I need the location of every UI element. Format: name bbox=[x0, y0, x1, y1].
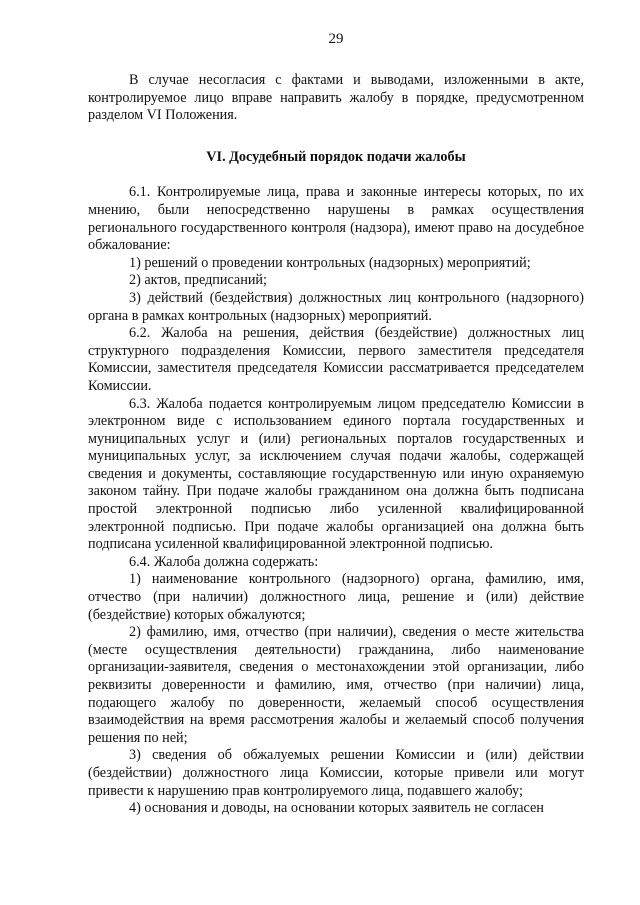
paragraph-6-1: 6.1. Контролируемые лица, права и законные интересы которых, по их мнению, были непосредственно нарушены в рамках осуществления регионального государственного контроля (надзора), имеют право на досудебное обжалование: bbox=[88, 184, 584, 254]
list-item: 2) актов, предписаний; bbox=[129, 272, 267, 289]
list-item: 2) фамилию, имя, отчество (при наличии), сведения о месте жительства (месте осуществления деятельности) гражданина, либо наименование организации-заявителя, сведения о местонахождении этой организации, либо реквизиты доверенности и фамилию, имя, отчество (при наличии) лица, подающего жалобу по доверенности, желаемый способ осуществления взаимодействия на время рассмотрения жалобы и желаемый способ получения решения по ней; bbox=[88, 624, 584, 746]
page-number: 29 bbox=[328, 31, 344, 47]
list-item: 4) основания и доводы, на основании которых заявитель не согласен bbox=[129, 800, 544, 817]
paragraph-6-2: 6.2. Жалоба на решения, действия (бездействие) должностных лиц структурного подразделения Комиссии, первого заместителя председателя Комиссии, заместителя председателя Комиссии рассматривается председателем Комиссии. bbox=[88, 325, 584, 394]
paragraph-6-3: 6.3. Жалоба подается контролируемым лицом председателю Комиссии в электронном виде с использованием единого портала государственных и муниципальных услуг и (или) региональных порталов государственных и муниципальных услуг, за исключением случая подачи жалобы, содержащей сведения и документы, составляющие государственную или иную охраняемую законом тайну. При подаче жалобы гражданином она должна быть подписана простой электронной подписью либо усиленной квалифицированной электронной подписью. При подаче жалобы организацией она должна быть подписана усиленной квалифицированной электронной подписью. bbox=[88, 395, 584, 553]
section-heading: VI. Досудебный порядок подачи жалобы bbox=[206, 148, 466, 165]
paragraph-6-4: 6.4. Жалоба должна содержать: bbox=[129, 553, 319, 570]
list-item: 1) наименование контрольного (надзорного) органа, фамилию, имя, отчество (при наличии) должностного лица, решение и (или) действие (бездействие) которых обжалуются; bbox=[88, 571, 584, 623]
list-item: 3) действий (бездействия) должностных лиц контрольного (надзорного) органа в рамках контрольных (надзорных) мероприятий. bbox=[88, 289, 584, 324]
list-item: 1) решений о проведении контрольных (надзорных) мероприятий; bbox=[129, 254, 531, 271]
intro-paragraph: В случае несогласия с фактами и выводами, изложенными в акте, контролируемое лицо вправе направить жалобу в порядке, предусмотренном разделом VI Положения. bbox=[88, 72, 584, 124]
list-item: 3) сведения об обжалуемых решении Комиссии и (или) действии (бездействии) должностного лица Комиссии, которые привели или могут привести к нарушению прав контролируемого лица, подавшего жалобу; bbox=[88, 747, 584, 799]
